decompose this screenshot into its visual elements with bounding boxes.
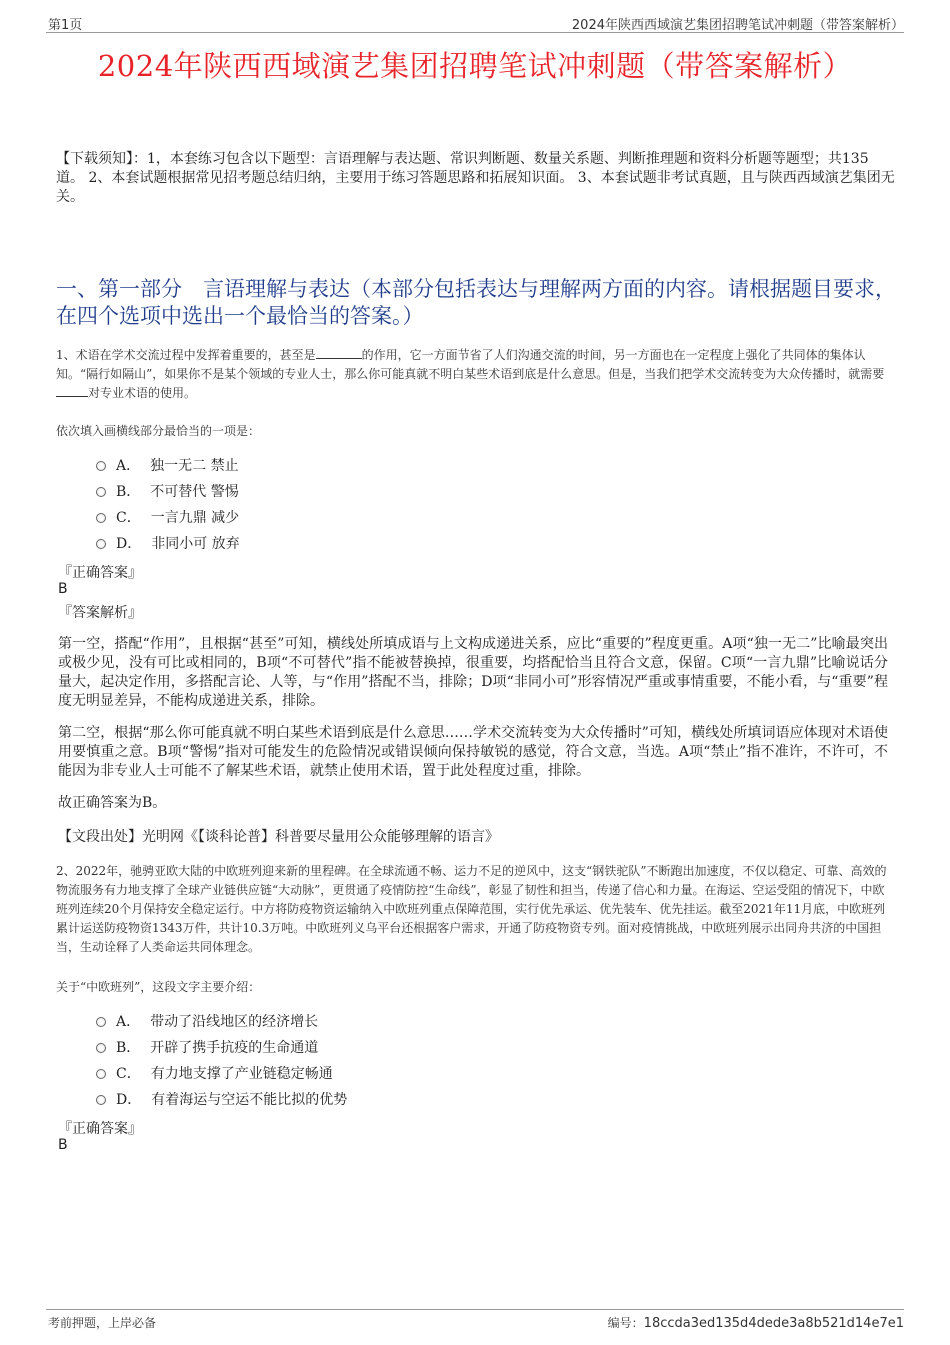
question-1-text-part-c: 对专业术语的使用。 <box>88 386 197 400</box>
correct-answer: B <box>58 1137 68 1153</box>
option-text: 非同小可 放弃 <box>151 536 240 552</box>
radio-icon[interactable] <box>96 487 106 497</box>
q1-option-d[interactable] <box>96 534 240 554</box>
radio-icon[interactable] <box>96 539 106 549</box>
option-letter: C． <box>116 1066 141 1082</box>
option-letter: B． <box>116 1040 141 1056</box>
radio-icon[interactable] <box>96 1069 106 1079</box>
correct-answer-label: 『正确答案』 <box>58 565 142 581</box>
q2-option-a[interactable] <box>96 1012 318 1032</box>
radio-icon[interactable] <box>96 1017 106 1027</box>
option-letter: A． <box>116 1014 141 1030</box>
analysis-paragraph-2: 第二空，根据“那么你可能真就不明白某些术语到底是什么意思……学术交流转变为大众传播时”可知，横线处所填词语应体现对术语使用要慎重之意。B项“警惕”指对可能发生的危险情况或错误倾向保持敏锐的感觉，符合文意，当选。A项“禁止”指不准许，不许可，不能因为非专业人士可能不了解某些术语，就禁止使用术语，置于此处程度过重，排除。 <box>58 725 888 779</box>
radio-icon[interactable] <box>96 1095 106 1105</box>
option-letter: D． <box>116 1092 142 1108</box>
footer-divider <box>46 1309 904 1310</box>
analysis-conclusion: 故正确答案为B。 <box>58 795 167 811</box>
option-letter: C． <box>116 510 141 526</box>
question-1-text <box>56 346 896 403</box>
correct-answer-label: 『正确答案』 <box>58 1121 142 1137</box>
header-doc-title: 2024年陕西西域演艺集团招聘笔试冲刺题（带答案解析） <box>571 18 904 33</box>
analysis-label: 『答案解析』 <box>58 605 142 621</box>
doc-code-label: 编号： <box>607 1316 644 1330</box>
option-letter: D． <box>116 536 142 552</box>
radio-icon[interactable] <box>96 1043 106 1053</box>
option-text: 一言九鼎 减少 <box>150 510 240 526</box>
analysis-paragraph-1: 第一空，搭配“作用”，且根据“甚至”可知，横线处所填成语与上文构成递进关系，应比“重要的”程度更重。A项“独一无二”比喻最突出或极少见，没有可比或相同的，B项“不可替代”指不能被替换掉，很重要，均搭配恰当且符合文意，保留。C项“一言九鼎”比喻说话分量大，起决定作用，多搭配言论、人等，与“作用”搭配不当，排除；D项“非同小可”形容情况严重或事情重要，不能小看，与“重要”程度无明显差异，不能构成递进关系，排除。 <box>58 636 888 709</box>
fill-blank-1 <box>316 346 362 359</box>
q1-option-b[interactable] <box>96 482 239 502</box>
download-notice: 【下载须知】：1，本套练习包含以下题型：言语理解与表达题、常识判断题、数量关系题、判断推理题和资料分析题等题型；共135道。 2、本套试题根据常见招考题总结归纳，主要用于练习答题思路和拓展知识面。 3、本套试题非考试真题，且与陕西西域演艺集团无关。 <box>56 151 895 205</box>
option-text: 带动了沿线地区的经济增长 <box>150 1014 319 1030</box>
option-text: 开辟了携手抗疫的生命通道 <box>150 1040 319 1056</box>
question-2-prompt: 关于“中欧班列”，这段文字主要介绍： <box>56 980 261 994</box>
question-1-text-part-b: 的作用，它一方面节省了人们沟通交流的时间，另一方面也在一定程度上强化了共同体的集体认知。“隔行如隔山”，如果你不是某个领域的专业人士，那么你可能真就不明白某些术语到底是什么意思。但是，当我们把学术交流转变为大众传播时，就需要 <box>56 348 885 381</box>
option-letter: B． <box>116 484 141 500</box>
fill-blank-2 <box>56 384 88 397</box>
q1-option-a[interactable] <box>96 456 239 476</box>
question-1-text-part-a: 1、术语在学术交流过程中发挥着重要的，甚至是 <box>56 348 316 362</box>
page-title: 2024年陕西西域演艺集团招聘笔试冲刺题（带答案解析） <box>97 49 853 83</box>
option-text: 有着海运与空运不能比拟的优势 <box>151 1092 348 1108</box>
correct-answer: B <box>58 581 68 597</box>
footer-slogan: 考前押题，上岸必备 <box>48 1316 157 1330</box>
radio-icon[interactable] <box>96 513 106 523</box>
q2-option-d[interactable] <box>96 1090 347 1110</box>
question-1-prompt: 依次填入画横线部分最恰当的一项是： <box>56 424 261 438</box>
option-text: 有力地支撑了产业链稳定畅通 <box>150 1066 333 1082</box>
footer-doc-code <box>608 1314 904 1331</box>
doc-code-value: 18ccda3ed135d4dede3a8b521d14e7e1 <box>643 1316 904 1331</box>
header-divider <box>46 32 904 33</box>
option-text: 独一无二 禁止 <box>150 458 239 474</box>
q2-option-b[interactable] <box>96 1038 318 1058</box>
q1-option-c[interactable] <box>96 508 239 528</box>
radio-icon[interactable] <box>96 461 106 471</box>
question-2-text: 2、2022年，驰骋亚欧大陆的中欧班列迎来新的里程碑。在全球流通不畅、运力不足的逆风中，这支“钢铁驼队”不断跑出加速度，不仅以稳定、可靠、高效的物流服务有力地支撑了全球产业链供应链“大动脉”，更贯通了疫情防控“生命线”，彰显了韧性和担当，传递了信心和力量。在海运、空运受阻的情况下，中欧班列连续20个月保持安全稳定运行。中方将防疫物资运输纳入中欧班列重点保障范围，实行优先承运、优先装车、优先挂运。截至2021年11月底，中欧班列累计运送防疫物资1343万件，共计10.3万吨。中欧班列义乌平台还根据客户需求，开通了防疫物资专列。面对疫情挑战，中欧班列展示出同舟共济的中国担当，生动诠释了人类命运共同体理念。 <box>56 864 887 954</box>
page-number: 第1页 <box>48 18 83 33</box>
option-text: 不可替代 警惕 <box>150 484 239 500</box>
q2-option-c[interactable] <box>96 1064 333 1084</box>
source-citation: 【文段出处】光明网《【谈科论普】科普要尽量用公众能够理解的语言》 <box>58 829 499 845</box>
section-heading: 一、第一部分 言语理解与表达（本部分包括表达与理解两方面的内容。请根据题目要求，在四个选项中选出一个最恰当的答案。） <box>56 277 896 328</box>
option-letter: A． <box>116 458 141 474</box>
